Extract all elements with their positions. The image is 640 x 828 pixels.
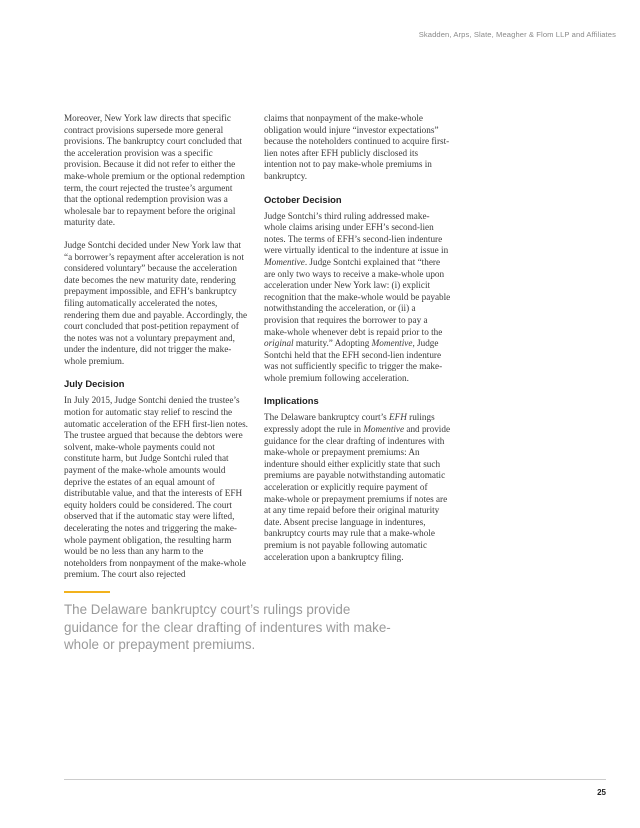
case-name: Momentive	[264, 256, 305, 267]
paragraph	[264, 211, 452, 385]
case-name: Momentive	[363, 424, 405, 435]
case-name: Momentive	[371, 338, 413, 349]
section-heading-july: July Decision	[64, 378, 125, 390]
emphasis: original	[264, 338, 294, 349]
section-heading-implications: Implications	[264, 395, 319, 407]
left-column	[64, 113, 248, 592]
paragraph: In July 2015, Judge Sontchi denied the trustee’s motion for automatic stay relief to rescind the automatic acceleration of the EFH first-lien notes. The trustee argued that because the debtors were solvent, make-whole payments could not constitute harm, but Judge Sontchi ruled that payment of the make-whole amounts would deprive the estates of an equal amount of distributable value, and that the interests of EFH equity holders could be considered. The court observed that if the automatic stay were lifted, decelerating the notes and triggering the make-whole payment obligation, the resulting harm would be no less than any harm to the noteholders from nonpayment of the make-whole premium. The court also rejected	[64, 395, 248, 580]
section-heading-october: October Decision	[264, 193, 342, 205]
right-column	[264, 113, 452, 574]
text-run: The Delaware bankruptcy court’s	[264, 412, 389, 423]
paragraph: Judge Sontchi decided under New York law that “a borrower’s repayment after acceleration is not considered voluntary” because the acceleration date becomes the new maturity date, rendering prepayment impossible, and EFH’s bankruptcy filing automatically accelerated the notes, rendering them due and payable. Accordingly, the court concluded that post-petition repayment of the notes was not a voluntary prepayment and, under the indenture, did not trigger the make-whole premium.	[64, 239, 248, 366]
footer-divider	[64, 779, 606, 780]
paragraph: claims that nonpayment of the make-whole obligation would injure “investor expectations” because the noteholders continued to acquire first-lien notes after EFH publicly disclosed its intention not to pay make-whole premiums in bankruptcy.	[264, 113, 450, 181]
paragraph: Moreover, New York law directs that specific contract provisions supersede more general provisions. The bankruptcy court concluded that the acceleration provision was a specific provision. Because it did not refer to either the make-whole premium or the optional redemption term, the court rejected the trustee’s argument that the optional redemption provision was a wholesale bar to repayment before the original maturity date.	[64, 113, 245, 228]
pullquote-accent-rule	[64, 591, 110, 593]
firm-header: Skadden, Arps, Slate, Meagher & Flom LLP and Affiliates	[418, 30, 616, 39]
text-run: Judge Sontchi’s third ruling addressed make-whole claims arising under EFH’s second-lien notes. The terms of EFH’s second-lien indenture were virtually identical to the indenture at issue in	[264, 210, 449, 256]
paragraph	[264, 412, 452, 563]
text-run: rulings expressly adopt the rule in	[264, 412, 435, 435]
text-run: , Judge Sontchi held that the EFH second-lien indenture was not sufficiently specific to trigger the make-whole premium following acceleration.	[264, 338, 443, 383]
case-name: EFH	[389, 412, 407, 423]
text-run: and provide guidance for the clear drafting of indentures with make-whole or prepayment premiums: An indenture should either explicitly state that such premiums are payable notwithstanding automatic acceleration or explicitly require payment of make-whole or prepayment premiums if notes are at any time repaid before their original maturity date. Absent precise language in indentures, bankruptcy courts may rule that a make-whole premium is not payable following automatic acceleration upon a bankruptcy filing.	[264, 424, 451, 562]
page-number: 25	[597, 788, 606, 797]
text-run: . Judge Sontchi explained that “there are only two ways to receive a make-whole upon acceleration under New York law: (i) explicit recognition that the make-whole would be payable notwithstanding the acceleration, or (ii) a provision that requires the borrower to pay a make-whole whenever debt is repaid prior to the	[264, 256, 451, 337]
pullquote: The Delaware bankruptcy court’s rulings provide guidance for the clear drafting of indentures with make-whole or prepayment premiums.	[64, 602, 391, 652]
text-run: maturity.” Adopting	[293, 338, 372, 349]
